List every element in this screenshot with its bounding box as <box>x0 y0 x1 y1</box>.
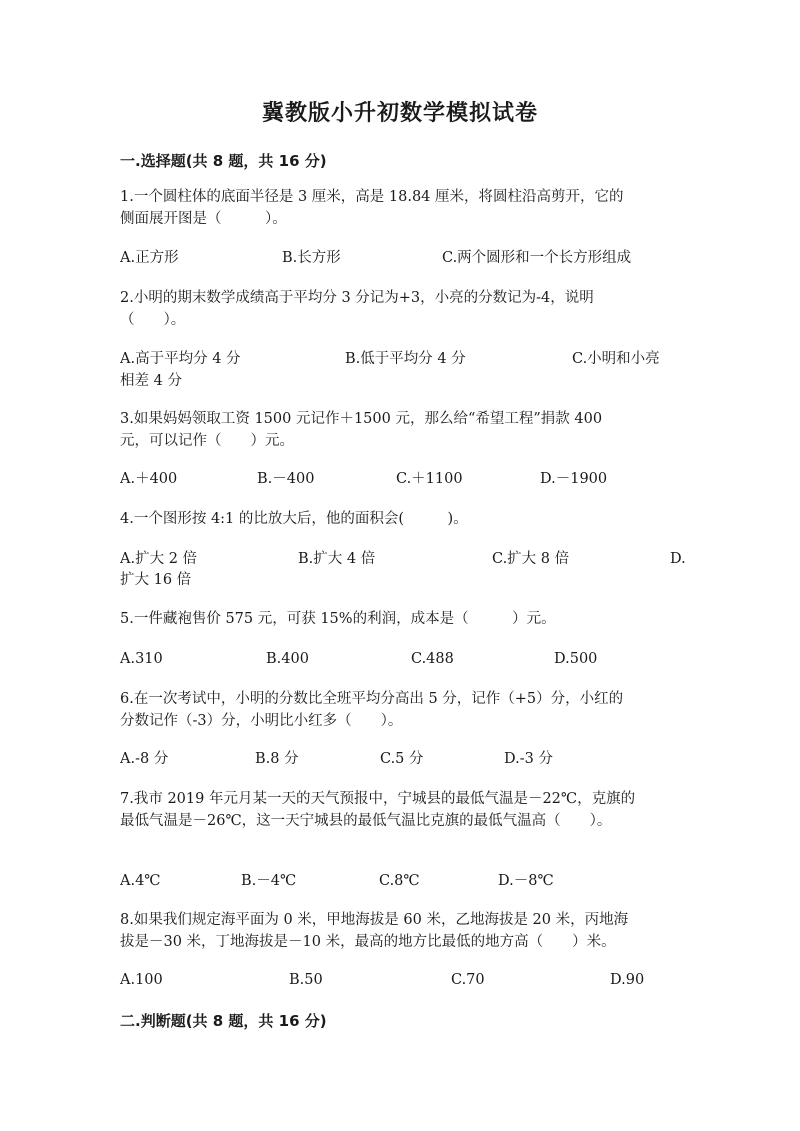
option: A.100 <box>120 972 163 988</box>
option: A.4℃ <box>120 873 161 889</box>
option: D.-3 分 <box>504 751 553 767</box>
question-line: 分数记作（-3）分，小明比小红多（ ）。 <box>120 713 403 729</box>
option: B.长方形 <box>282 250 341 266</box>
option: A.正方形 <box>120 250 179 266</box>
option: A.扩大 2 倍 <box>120 551 198 567</box>
option: C.5 分 <box>380 751 424 767</box>
section-heading-judgement: 二.判断题(共 8 题，共 16 分) <box>120 1012 327 1030</box>
question-3-options <box>120 468 685 490</box>
question-5-options <box>120 648 685 670</box>
question-6 <box>120 688 685 732</box>
question-line: 3.如果妈妈领取工资 1500 元记作＋1500 元，那么给“希望工程”捐款 400 <box>120 411 603 427</box>
question-7 <box>120 788 685 832</box>
option: A.310 <box>120 651 163 667</box>
option: A.高于平均分 4 分 <box>120 351 241 367</box>
question-4 <box>120 508 685 530</box>
question-2-options <box>120 348 685 370</box>
question-line: 5.一件藏袍售价 575 元，可获 15%的利润，成本是（ ）元。 <box>120 611 556 627</box>
question-line: 8.如果我们规定海平面为 0 米，甲地海拔是 60 米，乙地海拔是 20 米，丙地海 <box>120 912 629 928</box>
option: B.8 分 <box>255 751 299 767</box>
option: B.低于平均分 4 分 <box>345 351 466 367</box>
option: D.500 <box>554 651 598 667</box>
option: C.两个圆形和一个长方形组成 <box>442 250 632 266</box>
question-line: 元，可以记作（ ）元。 <box>120 433 294 449</box>
option: D.90 <box>610 972 645 988</box>
option: C.扩大 8 倍 <box>492 551 570 567</box>
option: D.－8℃ <box>498 873 554 889</box>
option: C.488 <box>411 651 454 667</box>
option: A.＋400 <box>120 471 178 487</box>
question-2 <box>120 287 685 331</box>
question-7-options <box>120 870 685 892</box>
option: C.＋1100 <box>396 471 463 487</box>
option: B.50 <box>289 972 323 988</box>
question-line: （ ）。 <box>120 312 186 328</box>
option-wrap: 扩大 16 倍 <box>120 572 192 588</box>
question-line: 侧面展开图是（ ）。 <box>120 211 287 227</box>
question-line: 最低气温是－26℃，这一天宁城县的最低气温比克旗的最低气温高（ ）。 <box>120 813 612 829</box>
option: C.小明和小亮 <box>572 351 660 367</box>
section-heading-choice: 一.选择题(共 8 题，共 16 分) <box>120 152 327 170</box>
option-wrap: 相差 4 分 <box>120 373 182 389</box>
option: D.－1900 <box>540 471 608 487</box>
option: B.－400 <box>257 471 315 487</box>
question-line: 2.小明的期末数学成绩高于平均分 3 分记为+3，小亮的分数记为-4，说明 <box>120 290 594 306</box>
question-3 <box>120 408 685 452</box>
question-6-options <box>120 748 685 770</box>
option: B.扩大 4 倍 <box>298 551 376 567</box>
question-line: 6.在一次考试中，小明的分数比全班平均分高出 5 分，记作（+5）分，小红的 <box>120 691 624 707</box>
question-line: 4.一个图形按 4:1 的比放大后，他的面积会( )。 <box>120 511 468 527</box>
question-8-options <box>120 969 685 991</box>
page-title: 冀教版小升初数学模拟试卷 <box>261 101 538 126</box>
option: B.－4℃ <box>241 873 297 889</box>
option: C.70 <box>451 972 485 988</box>
question-1 <box>120 186 685 230</box>
question-5 <box>120 608 685 630</box>
question-line: 拔是－30 米，丁地海拔是－10 米，最高的地方比最低的地方高（ ）米。 <box>120 934 616 950</box>
question-4-options <box>120 548 685 570</box>
option: B.400 <box>266 651 309 667</box>
question-line: 7.我市 2019 年元月某一天的天气预报中，宁城县的最低气温是－22℃，克旗的 <box>120 791 636 807</box>
option: A.-8 分 <box>120 751 169 767</box>
option: C.8℃ <box>379 873 420 889</box>
question-line: 1.一个圆柱体的底面半径是 3 厘米，高是 18.84 厘米，将圆柱沿高剪开，它的 <box>120 189 624 205</box>
option: D. <box>670 551 686 567</box>
question-1-options <box>120 247 685 269</box>
question-8 <box>120 909 685 953</box>
